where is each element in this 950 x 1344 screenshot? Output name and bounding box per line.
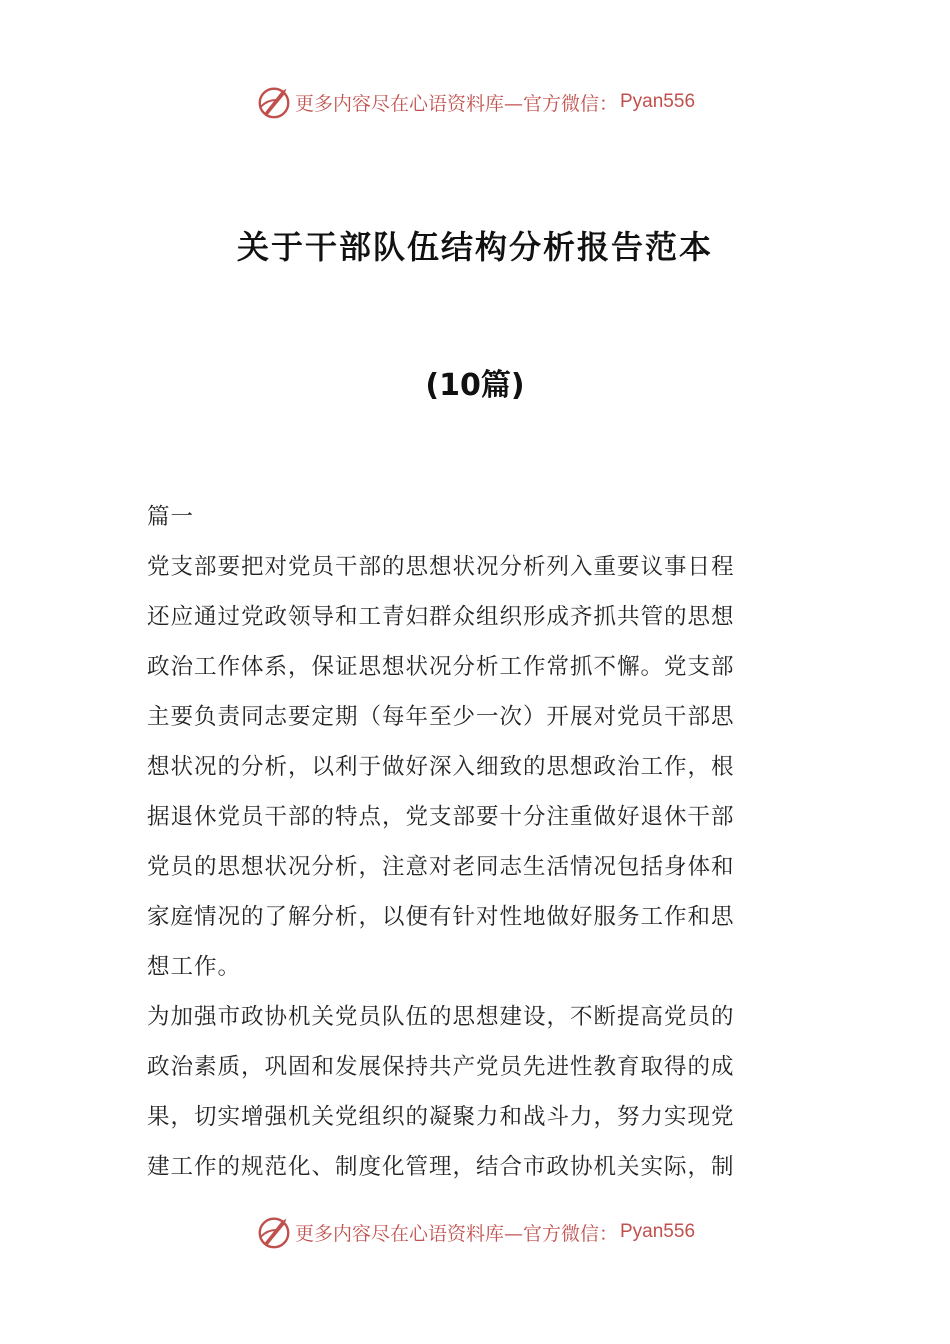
body-line: 家庭情况的了解分析，以便有针对性地做好服务工作和思 <box>147 904 735 930</box>
body-line: 政治素质，巩固和发展保持共产党员先进性教育取得的成 <box>147 1054 735 1080</box>
quill-pen-logo-icon <box>255 83 293 121</box>
body-line: 政治工作体系，保证思想状况分析工作常抓不懈。党支部 <box>147 654 735 680</box>
watermark-wechat-id: Pyan556 <box>620 1221 696 1242</box>
body-line: 想状况的分析，以利于做好深入细致的思想政治工作，根 <box>147 754 735 780</box>
document-title: 关于干部队伍结构分析报告范本 <box>236 228 713 266</box>
watermark-text: 更多内容尽在心语资料库—官方微信： <box>294 1222 618 1245</box>
body-line: 为加强市政协机关党员队伍的思想建设，不断提高党员的 <box>147 1004 735 1030</box>
section-heading: 篇一 <box>147 504 195 530</box>
footer-watermark <box>0 1212 950 1252</box>
body-line: 还应通过党政领导和工青妇群众组织形成齐抓共管的思想 <box>147 604 735 630</box>
body-line: 党员的思想状况分析，注意对老同志生活情况包括身体和 <box>147 854 735 880</box>
body-line: 据退休党员干部的特点，党支部要十分注重做好退休干部 <box>147 804 735 830</box>
quill-pen-logo-icon <box>255 1213 293 1251</box>
body-line: 党支部要把对党员干部的思想状况分析列入重要议事日程 <box>147 554 735 580</box>
body-line: 主要负责同志要定期（每年至少一次）开展对党员干部思 <box>147 704 735 730</box>
body-line: 建工作的规范化、制度化管理，结合市政协机关实际，制 <box>147 1154 735 1180</box>
header-watermark <box>0 82 950 122</box>
body-line: 果，切实增强机关党组织的凝聚力和战斗力，努力实现党 <box>147 1104 735 1130</box>
watermark-text: 更多内容尽在心语资料库—官方微信： <box>294 92 618 115</box>
watermark-wechat-id: Pyan556 <box>620 91 696 112</box>
body-line: 想工作。 <box>147 954 242 980</box>
document-body <box>147 492 807 1192</box>
document-subtitle: (10篇) <box>425 368 525 403</box>
